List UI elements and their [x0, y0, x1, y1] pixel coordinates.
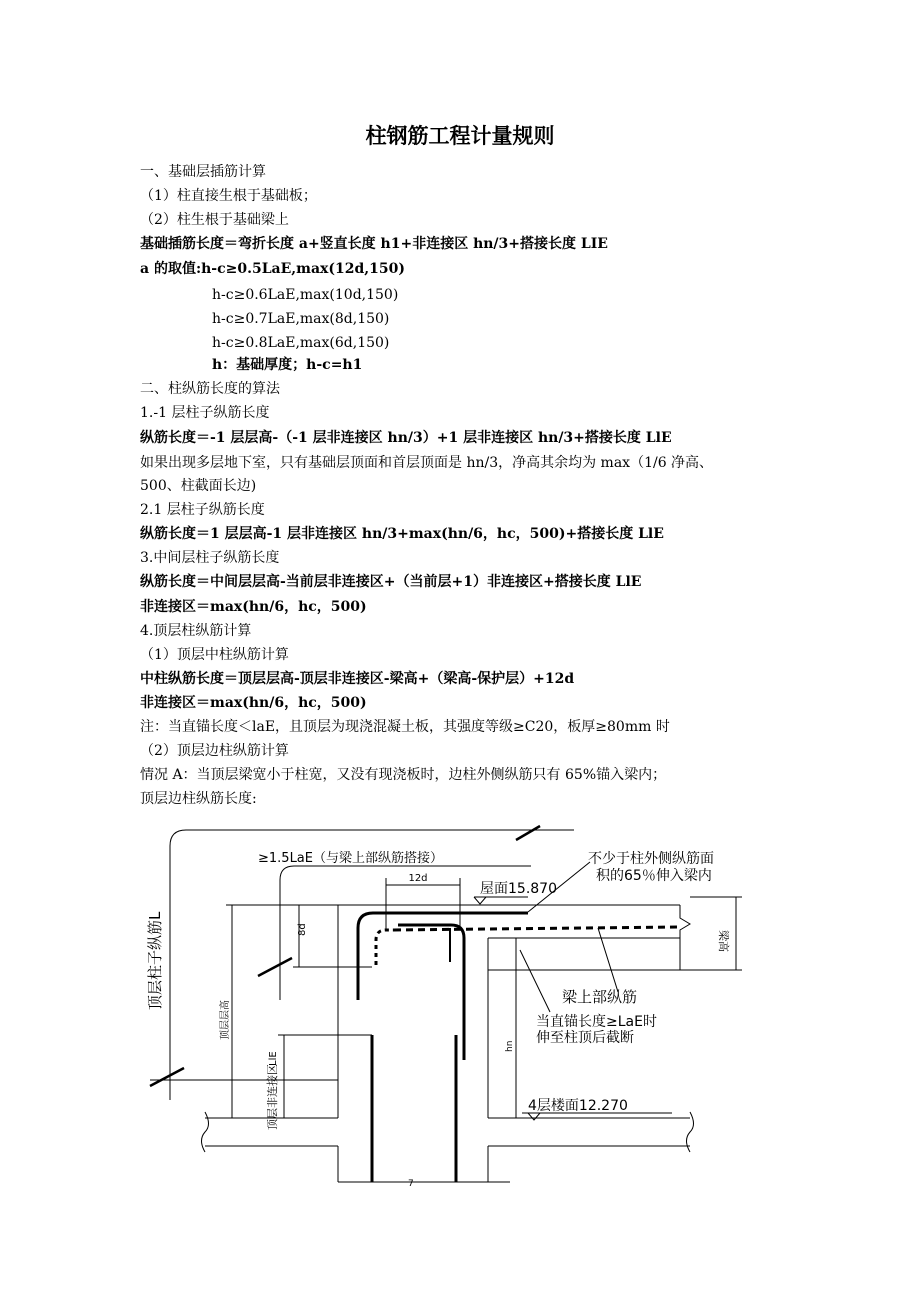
text-line: （2）顶层边柱纵筋计算 — [140, 743, 289, 759]
top-story-height-label: 顶层层高 — [220, 1000, 231, 1040]
formula-line: 纵筋长度＝-1 层层高-（-1 层非连接区 hn/3）+1 层非连接区 hn/3+搭接长度 LlE — [140, 430, 672, 446]
level-triangle — [528, 1113, 540, 1120]
leader-line — [520, 950, 550, 1012]
section-heading-column: 二、柱纵筋长度的算法 — [140, 381, 280, 397]
subheading: 2.1 层柱子纵筋长度 — [140, 502, 265, 518]
dim-12d-label: 12d — [408, 873, 428, 884]
floor4-level-label: 4层楼面12.270 — [528, 1098, 628, 1114]
subheading: 3.中间层柱子纵筋长度 — [140, 550, 280, 566]
note-line: 注：当直锚长度＜laE，且顶层为现浇混凝土板，其强度等级≥C20，板厚≥80mm 时 — [140, 719, 670, 735]
roof-level-label: 屋面15.870 — [480, 881, 557, 897]
column-inner-bar-dashed — [376, 930, 394, 965]
formula-line: h-c≥0.8LaE,max(6d,150) — [212, 335, 390, 351]
lap-LlE-label: LlE — [268, 1051, 279, 1066]
formula-line: 纵筋长度＝中间层层高-当前层非连接区+（当前层+1）非连接区+搭接长度 LlE — [140, 574, 642, 590]
text-line: （2）柱生根于基础梁上 — [140, 212, 289, 228]
beam-break-mark — [680, 905, 690, 970]
non-connect-zone-label: 顶层非连接区 — [266, 1064, 279, 1130]
lap-note-label: ≥1.5LaE（与梁上部纵筋搭接） — [258, 851, 443, 866]
formula-line: h-c≥0.6LaE,max(10d,150) — [212, 287, 399, 303]
text-line: 情况 A：当顶层梁宽小于柱宽，又没有现浇板时，边柱外侧纵筋只有 65%锚入梁内； — [140, 767, 667, 783]
formula-line: 中柱纵筋长度＝顶层层高-顶层非连接区-梁高+（梁高-保护层）+12d — [140, 671, 575, 687]
hn-label: hn — [505, 1040, 515, 1052]
cut-note-line2: 伸至柱顶后截断 — [536, 1030, 634, 1046]
note-65-line1: 不少于柱外侧纵筋面 — [588, 851, 714, 867]
cut-note-line1: 当直锚长度≥LaE时 — [536, 1014, 657, 1030]
dim-8d-label: 8d — [297, 923, 308, 936]
outer-bar-label: 顶层柱子纵筋L — [146, 911, 164, 1010]
text-line: （1）顶层中柱纵筋计算 — [140, 647, 289, 663]
level-triangle — [474, 897, 486, 904]
text-line: 500、柱截面长边) — [140, 478, 257, 494]
formula-line: h：基础厚度；h-c=h1 — [212, 357, 363, 373]
formula-line: 纵筋长度＝1 层层高-1 层非连接区 hn/3+max(hn/6，hc，500)+搭接长度 LlE — [140, 526, 664, 542]
text-line: 如果出现多层地下室，只有基础层顶面和首层顶面是 hn/3，净高其余均为 max（1/6 净高、 — [140, 455, 714, 471]
subheading: 4.顶层柱纵筋计算 — [140, 623, 252, 639]
formula-line: 非连接区＝max(hn/6，hc，500) — [140, 599, 367, 615]
beam-height-label: 梁高 — [717, 930, 730, 952]
beam-top-bar-dashed — [394, 927, 680, 930]
formula-line: h-c≥0.7LaE,max(8d,150) — [212, 311, 390, 327]
formula-line: 基础插筋长度＝弯折长度 a+竖直长度 h1+非连接区 hn/3+搭接长度 LIE — [140, 236, 608, 252]
text-line: 顶层边柱纵筋长度: — [140, 791, 257, 807]
break-tick — [150, 1068, 184, 1086]
section-cut-mark: 7 — [408, 1179, 414, 1189]
break-tick — [516, 826, 540, 840]
beam-top-bar-label: 梁上部纵筋 — [562, 988, 638, 1006]
text-line: （1）柱直接生根于基础板； — [140, 188, 317, 204]
section-heading-foundation: 一、基础层插筋计算 — [140, 164, 266, 180]
formula-line: a 的取值:h-c≥0.5LaE,max(12d,150) — [140, 261, 406, 277]
break-tick — [258, 958, 292, 976]
note-65-line2: 积的65％伸入梁内 — [596, 868, 712, 884]
subheading: 1.-1 层柱子纵筋长度 — [140, 405, 270, 421]
column-inner-bar-right — [398, 925, 464, 1060]
formula-line: 非连接区＝max(hn/6，hc，500) — [140, 695, 367, 711]
page-title: 柱钢筋工程计量规则 — [365, 124, 555, 148]
